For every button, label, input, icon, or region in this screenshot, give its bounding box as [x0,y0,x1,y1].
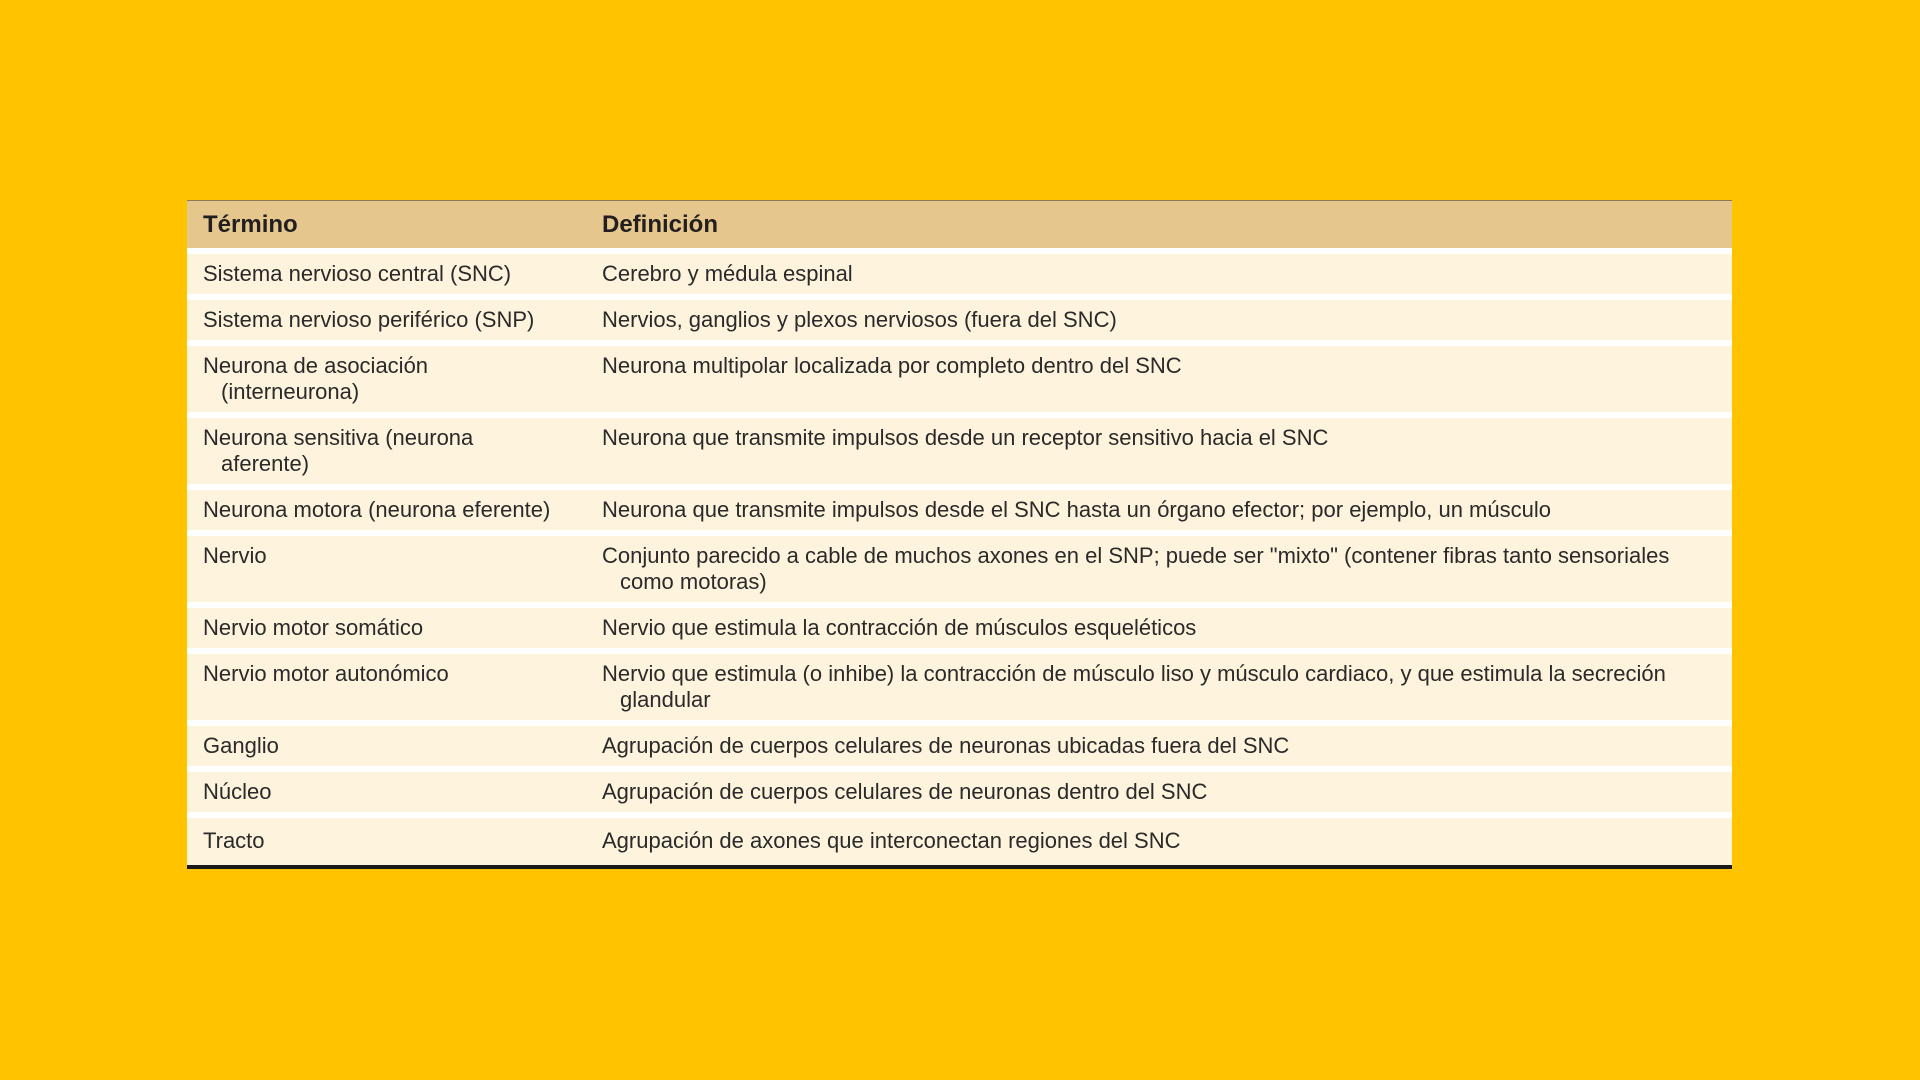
table-row [187,654,1732,720]
definition-cell: Neurona que transmite impulsos desde un receptor sensitivo hacia el SNC [602,425,1329,450]
term-cell: Neurona motora (neurona eferente) [203,497,551,522]
table-row [187,726,1732,766]
term-cell: Núcleo [203,779,272,804]
definition-cell: Nervio que estimula la contracción de músculos esqueléticos [602,615,1197,640]
term-cell: Ganglio [203,733,279,758]
definition-cell: Conjunto parecido a cable de muchos axones en el SNP; puede ser "mixto" (contener fibras tanto sensoriales como motoras) [602,543,1670,594]
definition-cell: Neurona multipolar localizada por completo dentro del SNC [602,353,1182,378]
table-row [187,536,1732,602]
definition-cell: Agrupación de cuerpos celulares de neuronas ubicadas fuera del SNC [602,733,1290,758]
table-row [187,608,1732,648]
term-cell: Nervio [203,543,267,568]
definition-cell: Agrupación de axones que interconectan regiones del SNC [602,828,1181,853]
table-row [187,346,1732,412]
definition-cell: Nervios, ganglios y plexos nerviosos (fuera del SNC) [602,307,1117,332]
table-header [187,200,1732,248]
table-row [187,490,1732,530]
table-row [187,254,1732,294]
term-cell: Sistema nervioso central (SNC) [203,261,512,286]
term-cell: Nervio motor autonómico [203,661,449,686]
header-definition: Definición [602,210,719,238]
table-row [187,818,1732,865]
definition-cell: Neurona que transmite impulsos desde el SNC hasta un órgano efector; por ejemplo, un músculo [602,497,1551,522]
definition-cell: Nervio que estimula (o inhibe) la contracción de músculo liso y músculo cardiaco, y que estimula la secreción glandular [602,661,1666,712]
term-cell: Sistema nervioso periférico (SNP) [203,307,535,332]
term-cell: Neurona de asociación (interneurona) [203,353,429,404]
table-row [187,772,1732,812]
table-row [187,300,1732,340]
header-term: Término [203,210,298,238]
table-row [187,418,1732,484]
term-cell: Tracto [203,828,265,853]
definition-cell: Cerebro y médula espinal [602,261,853,286]
terms-table [187,200,1732,869]
term-cell: Neurona sensitiva (neurona aferente) [203,425,474,476]
term-cell: Nervio motor somático [203,615,424,640]
definition-cell: Agrupación de cuerpos celulares de neuronas dentro del SNC [602,779,1208,804]
